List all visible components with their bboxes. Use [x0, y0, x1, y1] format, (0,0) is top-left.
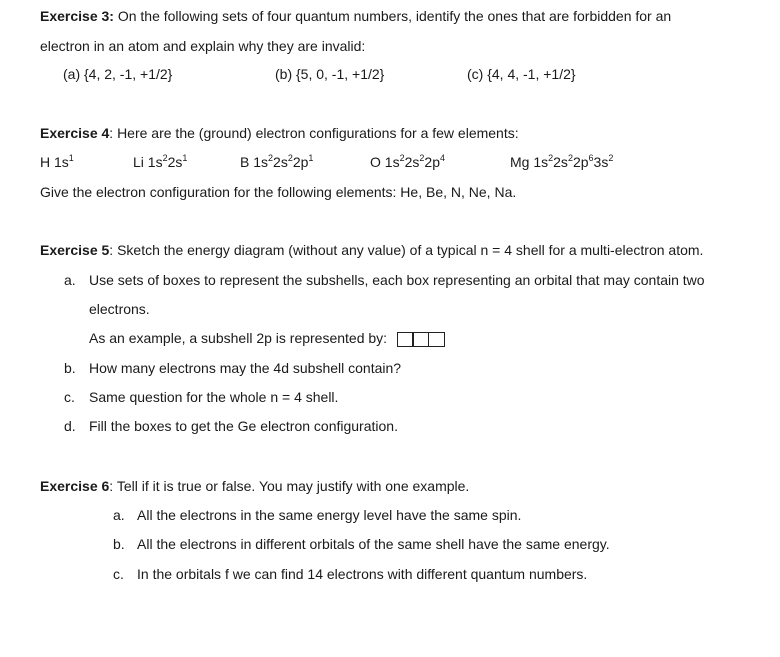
example-text: As an example, a subshell 2p is represented by: [89, 330, 388, 346]
exercise-6-a-marker: a. [113, 507, 125, 523]
exercise-4-intro: : Here are the (ground) electron configurations for a few elements: [109, 125, 519, 141]
exercise-6-a: All the electrons in the same energy level have the same spin. [137, 507, 522, 523]
orbital-box [397, 332, 414, 347]
exercise-3-text: On the following sets of four quantum numbers, identify the ones that are forbidden for an [117, 8, 672, 24]
config-h: H $1s^1$ [40, 153, 74, 170]
exercise-5-intro: : Sketch the energy diagram (without any value) of a typical n = 4 shell for a multi-electron atom. [109, 242, 704, 258]
orbital-box [428, 332, 445, 347]
exercise-5-line [40, 242, 703, 258]
config-mg: Mg $1s^22s^22p^63s^2$ [510, 153, 614, 170]
exercise-5-a-line-1: Use sets of boxes to represent the subshells, each box representing an orbital that may contain two [89, 272, 705, 288]
config-b: B $1s^22s^22p^1$ [240, 153, 314, 170]
config-li: Li $1s^22s^1$ [133, 153, 188, 170]
exercise-6-c: In the orbitals f we can find 14 electrons with different quantum numbers. [137, 566, 588, 582]
exercise-4-give: Give the electron configuration for the following elements: He, Be, N, Ne, Na. [40, 184, 517, 200]
exercise-3-option-c: (c) {4, 4, -1, +1/2} [467, 66, 576, 82]
orbital-boxes-2p [397, 332, 445, 347]
exercise-5-title: Exercise 5 [40, 242, 110, 258]
exercise-5-d: Fill the boxes to get the Ge electron configuration. [89, 418, 398, 434]
exercise-5-c-marker: c. [64, 389, 75, 405]
exercise-6-c-marker: c. [113, 566, 124, 582]
exercise-6-title: Exercise 6 [40, 478, 110, 494]
exercise-3-option-b: (b) {5, 0, -1, +1/2} [275, 66, 385, 82]
exercise-5-a-marker: a. [64, 272, 76, 288]
exercise-5-example [89, 330, 445, 347]
exercise-6-b-marker: b. [113, 536, 125, 552]
exercise-5-d-marker: d. [64, 418, 76, 434]
exercise-6-line [40, 478, 469, 494]
exercise-3-line-2: electron in an atom and explain why they are invalid: [40, 38, 366, 54]
orbital-box [412, 332, 429, 347]
exercise-6-intro: : Tell if it is true or false. You may justify with one example. [109, 478, 470, 494]
exercise-4-title: Exercise 4 [40, 125, 110, 141]
exercise-3-option-a: (a) {4, 2, -1, +1/2} [63, 66, 173, 82]
exercise-4-line [40, 125, 519, 141]
exercise-5-b-marker: b. [64, 360, 76, 376]
exercise-3-line-1 [40, 8, 671, 24]
config-o: O $1s^22s^22p^4$ [370, 153, 445, 170]
exercise-5-b: How many electrons may the 4d subshell contain? [89, 360, 402, 376]
exercise-5-c: Same question for the whole n = 4 shell. [89, 389, 339, 405]
exercise-6-b: All the electrons in different orbitals of the same shell have the same energy. [137, 536, 610, 552]
exercise-3-title: Exercise 3: [40, 8, 114, 24]
exercise-5-a-line-2: electrons. [89, 301, 150, 317]
